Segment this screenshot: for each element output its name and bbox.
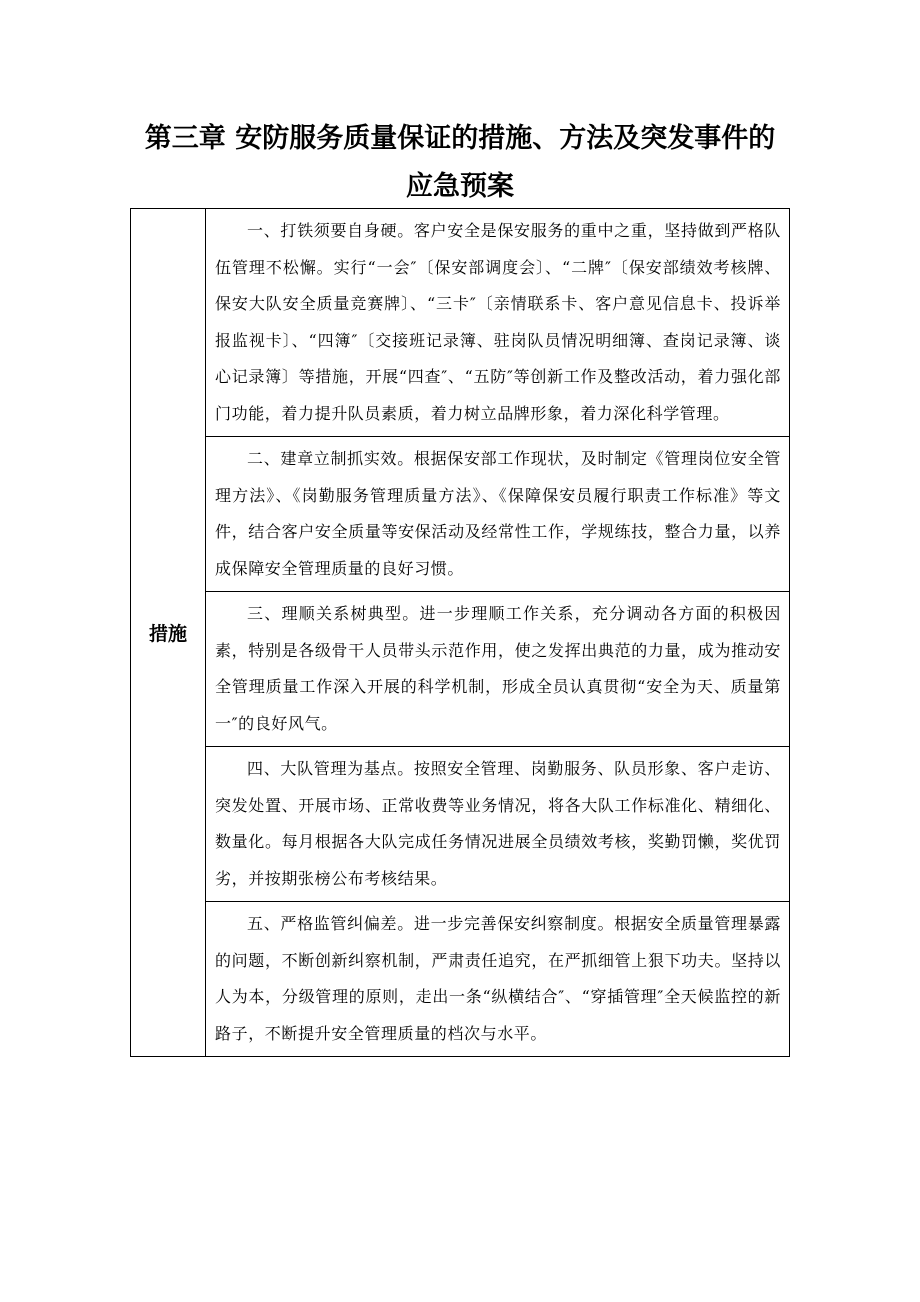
measure-item-1-cell xyxy=(206,209,790,437)
measure-item-5: 五、严格监管纠偏差。进一步完善保安纠察制度。根据安全质量管理暴露的问题，不断创新纠察机制，严肃责任追究，在严抓细管上狠下功夫。坚持以人为本，分级管理的原则，走出一条“纵横结合″、“穿插管理″全天候监控的新路子，不断提升安全管理质量的档次与水平。 xyxy=(215,914,781,1043)
measure-item-2: 二、建章立制抓实效。根据保安部工作现状，及时制定《管理岗位安全管理方法》、《岗勤服务管理质量方法》、《保障保安员履行职责工作标准》等文件，结合客户安全质量等安保活动及经常性工作，学规练技，整合力量，以养成保障安全管理质量的良好习惯。 xyxy=(215,449,781,578)
measure-item-3: 三、理顺关系树典型。进一步理顺工作关系，充分调动各方面的积极因素，特别是各级骨干人员带头示范作用，使之发挥出典范的力量，成为推动安全管理质量工作深入开展的科学机制，形成全员认真贯彻“安全为天、质量第一″的良好风气。 xyxy=(215,604,781,733)
measure-item-4: 四、大队管理为基点。按照安全管理、岗勤服务、队员形象、客户走访、突发处置、开展市场、正常收费等业务情况，将各大队工作标准化、精细化、数量化。每月根据各大队完成任务情况进展全员绩效考核，奖勤罚懒，奖优罚劣，并按期张榜公布考核结果。 xyxy=(215,759,781,888)
table-row xyxy=(131,592,790,747)
chapter-title-line-1: 第三章 安防服务质量保证的措施、方法及突发事件的 xyxy=(144,123,776,154)
table-row xyxy=(131,209,790,437)
measure-item-3-cell xyxy=(206,592,790,747)
measure-item-1: 一、打铁须要自身硬。客户安全是保安服务的重中之重，坚持做到严格队伍管理不松懈。实行“一会″〔保安部调度会〕、“二牌″〔保安部绩效考核牌、保安大队安全质量竞赛牌〕、“三卡″〔亲情联系卡、客户意见信息卡、投诉举报监视卡〕、“四簿″〔交接班记录簿、驻岗队员情况明细簿、查岗记录簿、谈心记录簿〕等措施，开展“四查″、“五防″等创新工作及整改活动，着力强化部门功能，着力提升队员素质，着力树立品牌形象，着力深化科学管理。 xyxy=(215,221,781,423)
measure-item-5-cell xyxy=(206,902,790,1057)
measures-table xyxy=(130,208,790,1057)
measure-item-4-cell xyxy=(206,747,790,902)
table-row xyxy=(131,747,790,902)
table-row xyxy=(131,902,790,1057)
table-row xyxy=(131,437,790,592)
chapter-title-line-2: 应急预案 xyxy=(406,171,514,202)
measure-item-2-cell xyxy=(206,437,790,592)
measures-label-cell: 措施 xyxy=(131,209,206,1057)
